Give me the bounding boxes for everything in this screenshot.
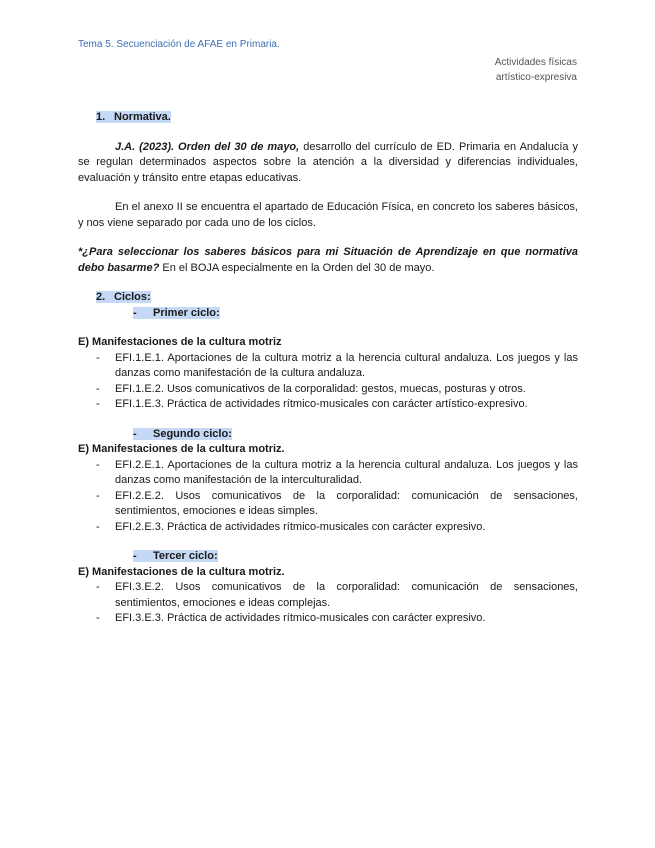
list-item: - EFI.1.E.1. Aportaciones de la cultura motriz a la herencia cultural andaluza. Los juegos y las danzas como manifestación de la cultura andaluza. xyxy=(96,351,578,379)
saberes-list-primer xyxy=(78,351,578,413)
cycle-heading-tercer: - Tercer ciclo: xyxy=(133,550,218,562)
citation-text: desarrollo del currículo de ED. Primaria en Andalucía y se regulan determinados aspectos sobre la atención a la diversidad y diferencias individuales, evaluación y tránsito entre etapas educativas. xyxy=(78,140,579,184)
list-item: - EFI.2.E.2. Usos comunicativos de la corporalidad: comunicación de sensaciones, sentimientos, emociones e ideas simples. xyxy=(96,489,578,517)
list-item: - EFI.1.E.3. Práctica de actividades rítmico-musicales con carácter artístico-expresivo. xyxy=(96,398,528,410)
document-body xyxy=(78,110,578,627)
list-item: - EFI.2.E.1. Aportaciones de la cultura motriz a la herencia cultural andaluza. Los juegos y las danzas como manifestación de la interculturalidad. xyxy=(96,458,578,486)
category-heading: E) Manifestaciones de la cultura motriz. xyxy=(78,443,285,455)
header-subject-line2: artístico-expresiva xyxy=(495,72,577,83)
question-bold: *¿Para seleccionar los saberes básicos para mi Situación de Aprendizaje en que normativa debo basarme? xyxy=(78,246,578,274)
cycle-heading-segundo: - Segundo ciclo: xyxy=(133,427,232,440)
section-heading-ciclos: 2. Ciclos: xyxy=(96,291,151,303)
paragraph-question xyxy=(78,245,578,276)
category-heading: E) Manifestaciones de la cultura motriz xyxy=(78,336,282,348)
saberes-list-segundo xyxy=(78,458,578,536)
paragraph-orden xyxy=(78,140,578,187)
saberes-list-tercer xyxy=(78,580,578,627)
section-heading-normativa xyxy=(96,110,578,126)
header-subject xyxy=(495,55,577,85)
header-subject-line1: Actividades físicas xyxy=(494,57,577,68)
section-number: 1. xyxy=(96,111,106,123)
category-heading: E) Manifestaciones de la cultura motriz. xyxy=(78,565,285,578)
list-item: - EFI.3.E.3. Práctica de actividades rítmico-musicales con carácter expresivo. xyxy=(96,612,486,624)
cycle-heading-primer: - Primer ciclo: xyxy=(133,306,220,319)
question-text: En el BOJA especialmente en la Orden del 30 de mayo. xyxy=(159,261,435,274)
citation-bold: J.A. (2023). Orden del 30 de mayo, xyxy=(115,140,300,153)
header-title: Tema 5. Secuenciación de AFAE en Primaria. xyxy=(78,39,280,50)
section-title: Normativa. xyxy=(114,111,171,123)
list-item: - EFI.1.E.2. Usos comunicativos de la corporalidad: gestos, muecas, posturas y otros. xyxy=(96,382,526,395)
list-item: - EFI.3.E.2. Usos comunicativos de la corporalidad: comunicación de sensaciones, sentimientos, emociones e ideas complejas. xyxy=(96,581,578,609)
list-item: - EFI.2.E.3. Práctica de actividades rítmico-musicales con carácter expresivo. xyxy=(96,520,486,533)
paragraph-anexo: En el anexo II se encuentra el apartado de Educación Física, en concreto los saberes básicos, y nos viene separado por cada uno de los ciclos. xyxy=(78,201,578,229)
